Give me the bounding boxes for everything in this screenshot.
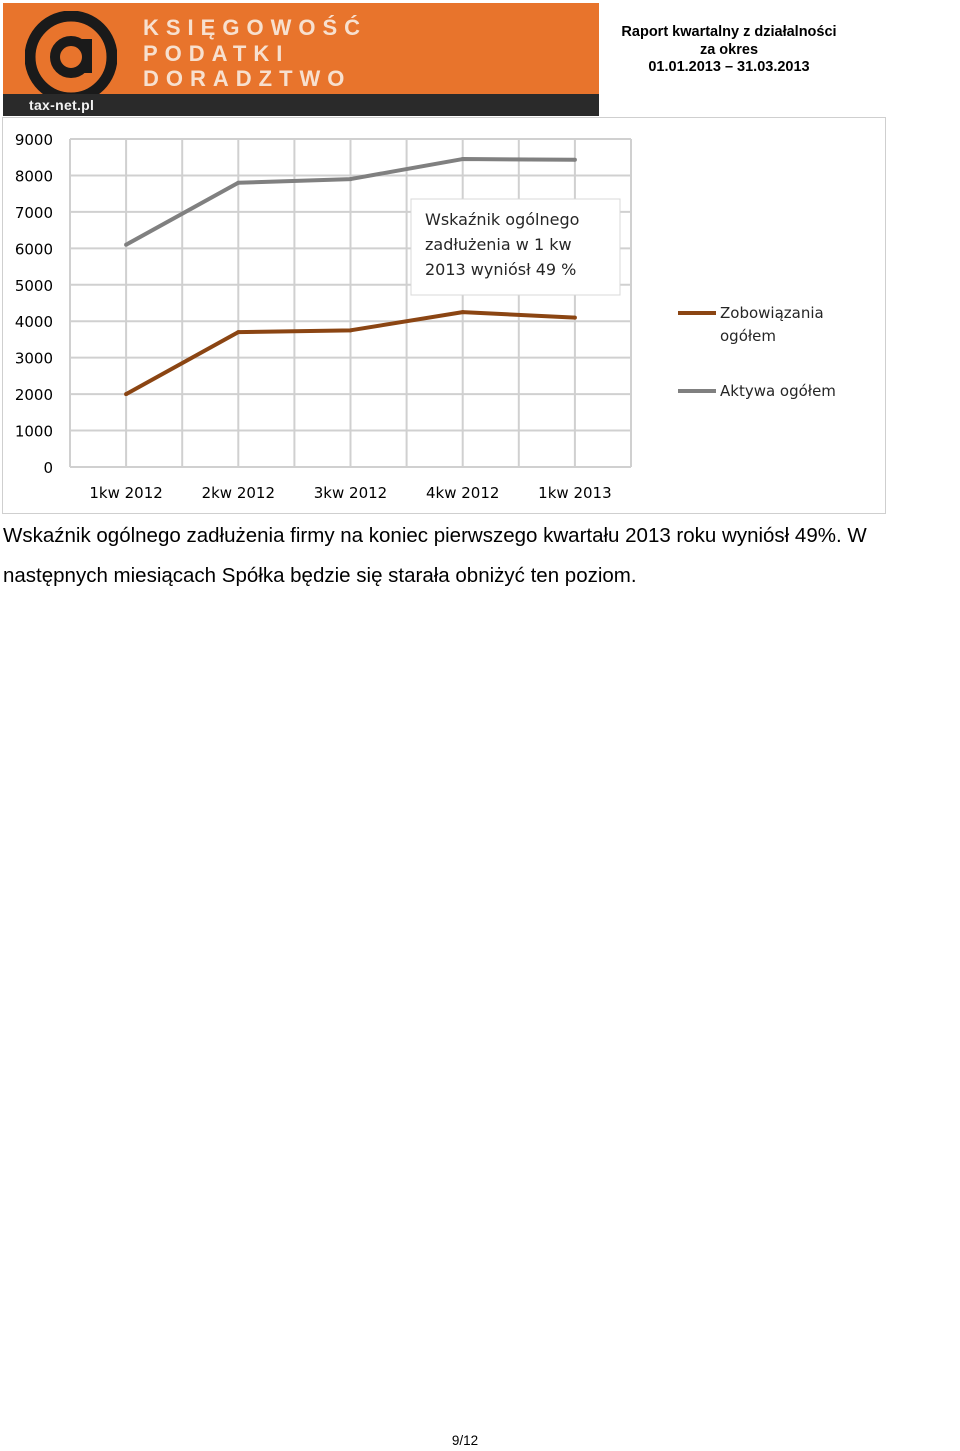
y-tick-label-6: 6000 (14, 240, 53, 259)
logo-line-2: PODATKI (143, 41, 290, 66)
annotation-line-1: zadłużenia w 1 kw (425, 235, 572, 254)
y-tick-label-9: 9000 (14, 131, 53, 149)
logo-line-3: DORADZTWO (143, 66, 352, 91)
chart-container (2, 117, 886, 514)
at-sign-icon (25, 11, 117, 103)
annotation-line-0: Wskaźnik ogólnego (425, 210, 580, 229)
data-point-1-3 (461, 157, 465, 161)
data-point-0-3 (461, 310, 465, 314)
data-point-0-1 (236, 330, 240, 334)
company-logo (3, 3, 599, 116)
report-period: 01.01.2013 – 31.03.2013 (648, 59, 810, 75)
data-point-1-4 (573, 158, 577, 162)
report-title-line-2: za okres (699, 41, 759, 58)
data-point-1-1 (236, 181, 240, 185)
y-tick-label-7: 7000 (14, 203, 53, 222)
logo-site: tax-net.pl (29, 97, 95, 113)
y-tick-label-2: 2000 (14, 386, 53, 405)
annotation-line-2: 2013 wyniósł 49 % (425, 260, 577, 279)
y-tick-label-4: 4000 (14, 313, 53, 332)
line-chart (3, 118, 887, 515)
x-tick-label-4: 1kw 2013 (538, 484, 612, 502)
y-tick-label-5: 5000 (14, 276, 53, 295)
report-title-line-1: Raport kwartalny z działalności (621, 24, 837, 40)
y-tick-label-0: 0 (43, 459, 53, 477)
report-title (600, 24, 858, 77)
x-tick-label-0: 1kw 2012 (89, 484, 163, 502)
data-point-1-2 (349, 177, 353, 181)
legend-label-1-0: Aktywa ogółem (720, 382, 836, 400)
body-line-1: Wskaźnik ogólnego zadłużenia firmy na koniec pierwszego kwartału 2013 roku wyniósł 49%. W (3, 524, 867, 547)
data-point-0-2 (349, 328, 353, 332)
logo-line-1: KSIĘGOWOŚĆ (143, 15, 368, 40)
page-number: 9/12 (451, 1433, 479, 1448)
body-paragraph (3, 516, 960, 596)
data-point-0-0 (124, 392, 128, 396)
y-tick-label-8: 8000 (14, 167, 53, 186)
data-point-0-4 (573, 316, 577, 320)
data-point-1-0 (124, 243, 128, 247)
legend-label-0-0: Zobowiązania (720, 304, 824, 322)
y-tick-label-3: 3000 (14, 349, 53, 368)
legend-label-0-1: ogółem (720, 327, 776, 345)
body-line-2: następnych miesiącach Spółka będzie się starała obniżyć ten poziom. (3, 564, 637, 587)
x-tick-label-1: 2kw 2012 (201, 484, 276, 502)
y-tick-label-1: 1000 (14, 422, 53, 441)
x-tick-label-2: 3kw 2012 (313, 484, 388, 502)
x-tick-label-3: 4kw 2012 (425, 484, 500, 502)
